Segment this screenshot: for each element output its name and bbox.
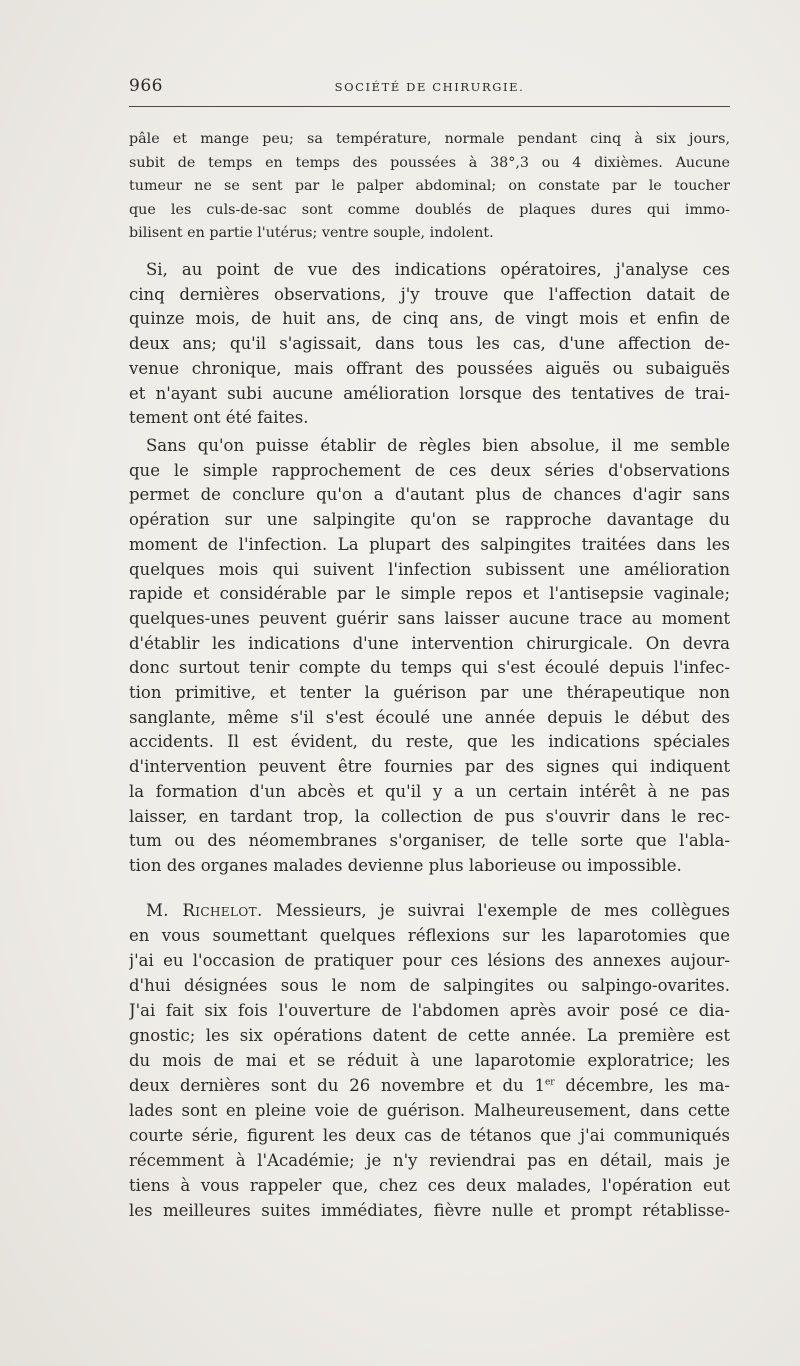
paragraph-4 — [129, 898, 730, 1223]
text-line: du mois de mai et se réduit à une laparotomie exploratrice; les — [129, 1051, 730, 1070]
text-line: pâle et mange peu; sa température, normale pendant cinq à six jours, — [129, 131, 730, 147]
text-line: tiens à vous rappeler que, chez ces deux malades, l'opération eut — [129, 1176, 730, 1195]
text-line: accidents. Il est évident, du reste, que les indications spéciales — [129, 732, 730, 752]
text-line: d'intervention peuvent être fournies par des signes qui indiquent — [129, 757, 730, 777]
text-line: que le simple rapprochement de ces deux séries d'observations — [129, 460, 730, 480]
text-line: Sans qu'on puisse établir de règles bien absolue, il me semble — [146, 436, 730, 455]
text-line: quelques mois qui suivent l'infection subissent une amélioration — [129, 559, 730, 579]
text-fragment: décembre, les ma- — [554, 1076, 730, 1095]
text-line: tion des organes malades devienne plus laborieuse ou impossible. — [129, 855, 682, 875]
page-number: 966 — [129, 76, 163, 96]
text-line: que les culs-de-sac sont comme doublés de plaques dures qui immo- — [129, 201, 730, 218]
text-line: et n'ayant subi aucune amélioration lorsque des tentatives de trai- — [129, 383, 730, 403]
text-line: opération sur une salpingite qu'on se rapproche davantage du — [129, 510, 730, 530]
paragraph-1 — [129, 128, 730, 246]
text-line: J'ai fait six fois l'ouverture de l'abdomen après avoir posé ce dia- — [129, 1001, 730, 1020]
speaker-name: M. Richelot. — [146, 901, 263, 920]
text-line: d'établir les indications d'une intervention chirurgicale. On devra — [129, 633, 730, 653]
text-line: récemment à l'Académie; je n'y reviendrai pas en détail, mais je — [129, 1151, 730, 1170]
text-line: rapide et considérable par le simple repos et l'antisepsie vaginale; — [129, 584, 730, 604]
text-line: quinze mois, de huit ans, de cinq ans, de vingt mois et enfin de — [129, 309, 730, 329]
text-line: sanglante, même s'il s'est écoulé une année depuis le début des — [129, 707, 730, 727]
text-line: bilisent en partie l'utérus; ventre souple, indolent. — [129, 225, 494, 242]
text-line: gnostic; les six opérations datent de cette année. La première est — [129, 1026, 730, 1045]
text-line: permet de conclure qu'on a d'autant plus de chances d'agir sans — [129, 485, 730, 505]
text-line: deux ans; qu'il s'agissait, dans tous les cas, d'une affection de- — [129, 334, 730, 354]
running-title: SOCIÉTÉ DE CHIRURGIE. — [334, 80, 525, 94]
text-line: courte série, figurent les deux cas de tétanos que j'ai communiqués — [129, 1126, 730, 1145]
text-line: tion primitive, et tenter la guérison par une thérapeutique non — [129, 683, 730, 703]
text-line: subit de temps en temps des poussées à 38°,3 ou 4 dixièmes. Aucune — [129, 154, 730, 171]
text-line: cinq dernières observations, j'y trouve que l'affection datait de — [129, 284, 730, 304]
paragraph-2 — [129, 258, 730, 431]
text-fragment: Messieurs, je suivrai l'exemple de mes collègues — [262, 901, 730, 920]
paragraph-3 — [129, 434, 730, 879]
text-fragment: deux dernières sont du 26 novembre et du 1 — [129, 1076, 545, 1095]
text-line: les meilleures suites immédiates, fièvre nulle et prompt rétablisse- — [129, 1201, 730, 1220]
text-line: j'ai eu l'occasion de pratiquer pour ces lésions des annexes aujour- — [129, 951, 730, 970]
text-line: quelques-unes peuvent guérir sans laisser aucune trace au moment — [129, 608, 730, 628]
text-line: tement ont été faites. — [129, 408, 309, 428]
header-rule — [129, 106, 730, 107]
text-line: venue chronique, mais offrant des poussées aiguës ou subaiguës — [129, 358, 730, 378]
text-line — [129, 898, 730, 923]
text-line: en vous soumettant quelques réflexions sur les laparotomies que — [129, 926, 730, 945]
text-line: laisser, en tardant trop, la collection de pus s'ouvrir dans le rec- — [129, 806, 730, 826]
text-line: d'hui désignées sous le nom de salpingites ou salpingo-ovarites. — [129, 976, 730, 995]
text-line: tumeur ne se sent par le palper abdominal; on constate par le toucher — [129, 178, 730, 195]
text-line: la formation d'un abcès et qu'il y a un certain intérêt à ne pas — [129, 781, 730, 801]
superscript: er — [544, 1077, 555, 1088]
text-line: moment de l'infection. La plupart des salpingites traitées dans les — [129, 534, 730, 554]
text-line: donc surtout tenir compte du temps qui s'est écoulé depuis l'infec- — [129, 658, 730, 678]
text-line: lades sont en pleine voie de guérison. Malheureusement, dans cette — [129, 1101, 730, 1120]
page-header — [129, 76, 730, 100]
text-line: tum ou des néomembranes s'organiser, de telle sorte que l'abla- — [129, 831, 730, 851]
text-line — [129, 1073, 730, 1098]
text-line: Si, au point de vue des indications opératoires, j'analyse ces — [146, 260, 730, 279]
